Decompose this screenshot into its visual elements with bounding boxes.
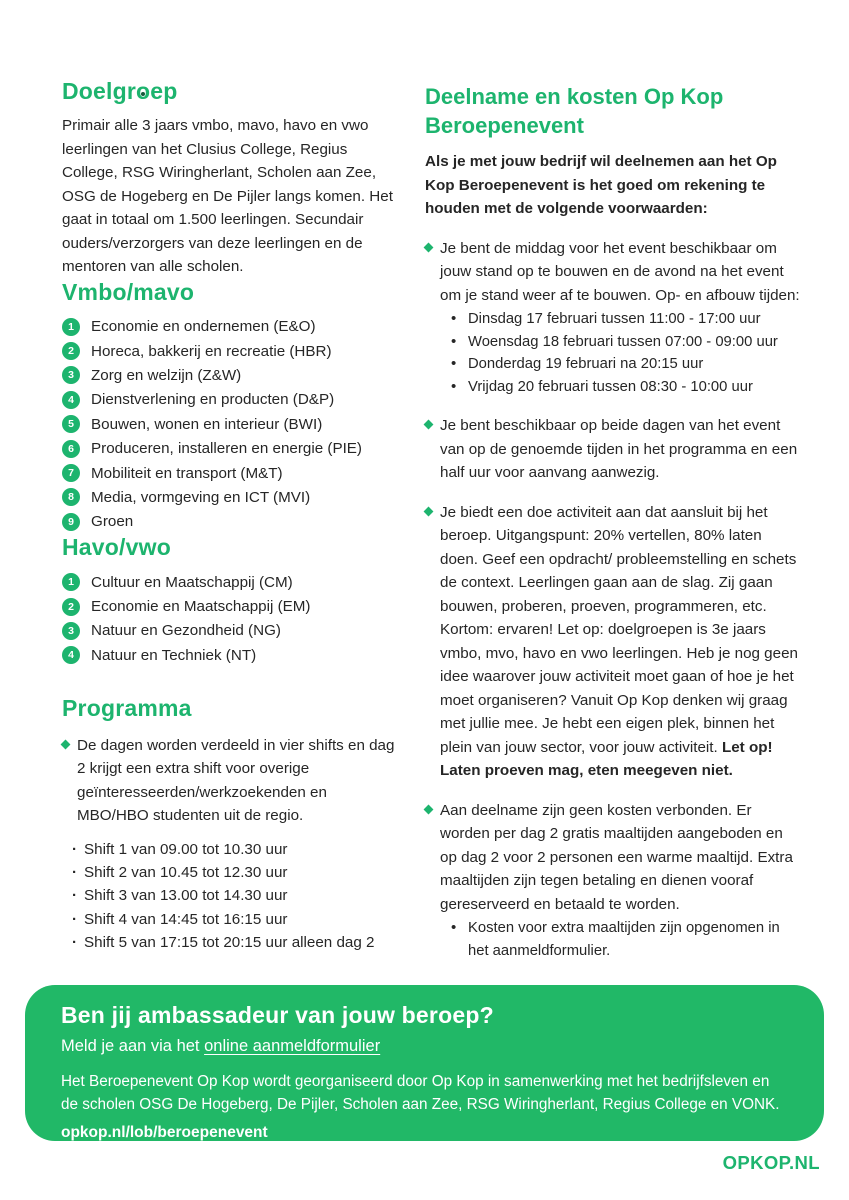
list-item-label: Cultuur en Maatschappij (CM) bbox=[91, 573, 293, 591]
opbouw-time-item: • Dinsdag 17 februari tussen 11:00 - 17:00 uur bbox=[451, 308, 803, 331]
programma-intro-text: De dagen worden verdeeld in vier shifts en dag 2 krijgt een extra shift voor overige geïnteresseerden/werkzoekenden en MBO/HBO studenten uit de regio. bbox=[77, 736, 395, 825]
list-item-label: Natuur en Gezondheid (NG) bbox=[91, 622, 281, 640]
list-item bbox=[62, 619, 398, 643]
number-badge-icon: 4 bbox=[62, 646, 80, 664]
havo-list bbox=[62, 570, 398, 668]
ambassadeur-banner bbox=[25, 985, 824, 1141]
bullet-opbouw bbox=[425, 237, 803, 308]
list-item bbox=[62, 510, 398, 534]
list-item-label: Horeca, bakkerij en recreatie (HBR) bbox=[91, 342, 332, 360]
number-badge-icon: 7 bbox=[62, 464, 80, 482]
right-column bbox=[425, 82, 803, 962]
banner-about: Het Beroepenevent Op Kop wordt georganiseerd door Op Kop in samenwerking met het bedrijfsleven en de scholen OSG De Hogeberg, De Pijler, Scholen aan Zee, RSG Wiringherlant, Regius College en VONK. bbox=[61, 1073, 780, 1113]
diamond-bullet-icon bbox=[61, 739, 71, 749]
banner-signup-line bbox=[61, 1035, 788, 1057]
number-badge-icon: 1 bbox=[62, 318, 80, 336]
list-item-label: Mobiliteit en transport (M&T) bbox=[91, 464, 283, 482]
number-badge-icon: 3 bbox=[62, 622, 80, 640]
list-item-label: Bouwen, wonen en interieur (BWI) bbox=[91, 415, 323, 433]
banner-url: opkop.nl/lob/beroepenevent bbox=[61, 1124, 268, 1141]
doelgroep-title: Doelgroep bbox=[62, 78, 178, 104]
bullet-kosten bbox=[425, 799, 803, 917]
opbouw-time-item: • Woensdag 18 februari tussen 07:00 - 09:00 uur bbox=[451, 331, 803, 354]
opbouw-times-list bbox=[425, 308, 803, 398]
list-item-label: Produceren, installeren en energie (PIE) bbox=[91, 440, 362, 458]
list-item bbox=[62, 436, 398, 460]
bullet-beschikbaar-text: Je bent beschikbaar op beide dagen van het event van op de genoemde tijden in het programma en een half uur voor aanvang aanwezig. bbox=[440, 417, 798, 481]
list-item-label: Economie en ondernemen (E&O) bbox=[91, 318, 316, 336]
list-item bbox=[62, 412, 398, 436]
list-item-label: Media, vormgeving en ICT (MVI) bbox=[91, 488, 311, 506]
diamond-bullet-icon bbox=[424, 506, 434, 516]
kosten-sub-list bbox=[425, 917, 803, 962]
diamond-bullet-icon bbox=[424, 804, 434, 814]
list-item-label: Economie en Maatschappij (EM) bbox=[91, 598, 311, 616]
opbouw-time-item: • Vrijdag 20 februari tussen 08:30 - 10:00 uur bbox=[451, 376, 803, 399]
opbouw-time-item: • Donderdag 19 februari na 20:15 uur bbox=[451, 353, 803, 376]
online-aanmeldformulier-link[interactable]: online aanmeldformulier bbox=[204, 1037, 381, 1055]
shift-item: · Shift 3 van 13.00 tot 14.30 uur bbox=[72, 884, 398, 907]
diamond-bullet-icon bbox=[424, 242, 434, 252]
banner-signup-prefix: Meld je aan via het bbox=[61, 1037, 205, 1055]
shift-list bbox=[62, 838, 398, 955]
list-item bbox=[62, 339, 398, 363]
number-badge-icon: 2 bbox=[62, 598, 80, 616]
diamond-bullet-icon bbox=[424, 420, 434, 430]
list-item-label: Natuur en Techniek (NT) bbox=[91, 646, 257, 664]
vmbo-list bbox=[62, 315, 398, 535]
havo-title: Havo/vwo bbox=[62, 534, 171, 561]
bullet-beschikbaar bbox=[425, 414, 803, 485]
number-badge-icon: 8 bbox=[62, 488, 80, 506]
list-item bbox=[62, 388, 398, 412]
list-item-label: Dienstverlening en producten (D&P) bbox=[91, 391, 335, 409]
vmbo-title: Vmbo/mavo bbox=[62, 278, 195, 305]
number-badge-icon: 6 bbox=[62, 440, 80, 458]
list-item bbox=[62, 315, 398, 339]
number-badge-icon: 2 bbox=[62, 342, 80, 360]
shift-item: · Shift 1 van 09.00 tot 10.30 uur bbox=[72, 838, 398, 861]
number-badge-icon: 5 bbox=[62, 415, 80, 433]
banner-title: Ben jij ambassadeur van jouw beroep? bbox=[61, 1002, 494, 1028]
shift-item: · Shift 2 van 10.45 tot 12.30 uur bbox=[72, 861, 398, 884]
bullet-activiteit-bold: Let op! Laten proeven mag, eten meegeven niet. bbox=[440, 738, 773, 779]
shift-item: · Shift 5 van 17:15 tot 20:15 uur alleen dag 2 bbox=[72, 931, 398, 954]
number-badge-icon: 4 bbox=[62, 391, 80, 409]
programma-title: Programma bbox=[62, 694, 192, 721]
bullet-kosten-text: Aan deelname zijn geen kosten verbonden. Er worden per dag 2 gratis maaltijden aangeboden en op dag 2 voor 2 personen een warme maaltijd. Extra maaltijden zijn tegen betaling en dienen vooraf gereserveerd en betaald te worden. bbox=[440, 801, 793, 913]
list-item bbox=[62, 643, 398, 667]
shift-item: · Shift 4 van 14:45 tot 16:15 uur bbox=[72, 908, 398, 931]
list-item-label: Zorg en welzijn (Z&W) bbox=[91, 366, 242, 384]
kosten-sub-item: • Kosten voor extra maaltijden zijn opgenomen in het aanmeldformulier. bbox=[451, 917, 803, 962]
list-item bbox=[62, 594, 398, 618]
number-badge-icon: 3 bbox=[62, 366, 80, 384]
list-item-label: Groen bbox=[91, 513, 134, 531]
bullet-activiteit bbox=[425, 501, 803, 783]
deelname-title: Deelname en kosten Op Kop Beroepenevent bbox=[425, 84, 724, 138]
bullet-opbouw-text: Je bent de middag voor het event beschikbaar om jouw stand op te bouwen en de avond na het event om je stand weer af te bouwen. Op- en afbouw tijden: bbox=[440, 239, 800, 304]
list-item bbox=[62, 485, 398, 509]
number-badge-icon: 1 bbox=[62, 573, 80, 591]
left-column bbox=[62, 78, 398, 955]
list-item bbox=[62, 570, 398, 594]
doelgroep-body: Primair alle 3 jaars vmbo, mavo, havo en vwo leerlingen van het Clusius College, Regius College, RSG Wiringherlant, Scholen aan Zee, OSG de Hogeberg en De Pijler langs komen. Het gaat in totaal om 1.500 leerlingen. Secundair ouders/verzorgers van deze leerlingen en de mentoren van alle scholen. bbox=[62, 117, 393, 275]
deelname-intro: Als je met jouw bedrijf wil deelnemen aan het Op Kop Beroepenevent is het goed om rekening te houden met de volgende voorwaarden: bbox=[425, 153, 777, 217]
list-item bbox=[62, 461, 398, 485]
footer-site-label: OPKOP.NL bbox=[722, 1152, 820, 1173]
programma-intro-bullet bbox=[62, 734, 398, 828]
bullet-activiteit-text bbox=[440, 504, 798, 780]
number-badge-icon: 9 bbox=[62, 513, 80, 531]
bullet-activiteit-main: Je biedt een doe activiteit aan dat aansluit bij het beroep. Uitgangspunt: 20% vertellen, 80% laten doen. Geef een opdracht/ probleemstelling en schets de context. Leerlingen gaan aan de slag. Zij gaan bouwen, proberen, proeven, programmeren, etc. Kortom: ervaren! Let op: doelgroepen is 3e jaars vmbo, mvo, havo en vwo leerlingen. Heb je nog geen idee waarover jouw activiteit moet gaan of hoe je het moet organiseren? Vanuit Op Kop denken wij graag met jullie mee. Je hebt een eigen plek, binnen het plein van jouw sector, voor jouw activiteit. bbox=[440, 503, 798, 756]
list-item bbox=[62, 363, 398, 387]
